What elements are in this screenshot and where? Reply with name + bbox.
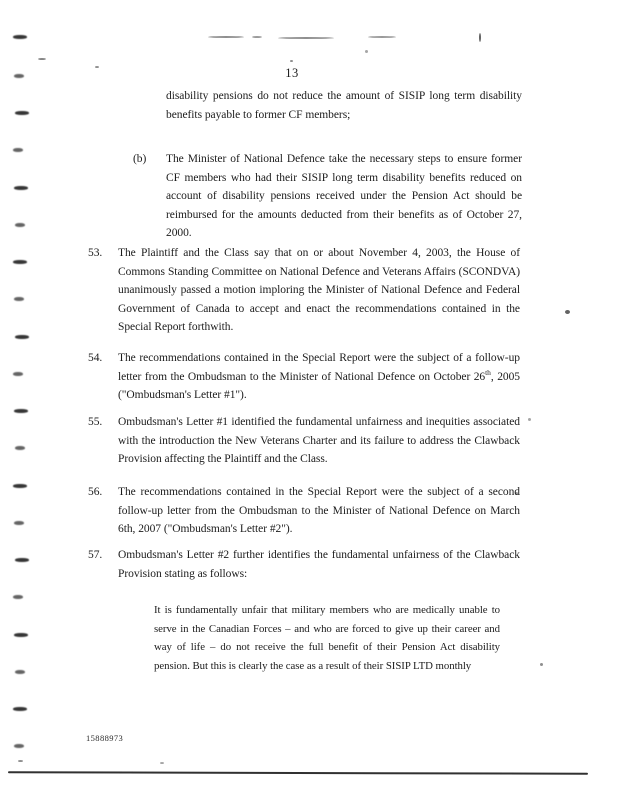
ordinal-superscript: th (485, 367, 491, 377)
speckle-mark (18, 760, 23, 762)
speckle-mark (290, 60, 293, 62)
paragraph-56-number: 56. (88, 486, 103, 498)
speckle-mark (528, 418, 531, 421)
subparagraph-a-continuation (166, 87, 522, 124)
binding-mark (14, 297, 24, 301)
paragraph-57 (88, 546, 520, 583)
subparagraph-b-label: (b) (133, 153, 147, 165)
speckle-mark (252, 36, 262, 38)
binding-mark (15, 335, 29, 339)
speckle-mark (278, 37, 334, 39)
speckle-mark (540, 663, 543, 666)
binding-mark (13, 35, 27, 39)
binding-mark (13, 148, 23, 152)
binding-mark (15, 558, 29, 562)
paragraph-54-text-end: , 2005 ("Ombudsman's Letter #1"). (118, 370, 520, 402)
speckle-mark (368, 36, 396, 38)
paragraph-56-text: The recommendations contained in the Special Report were the subject of a second follow-up letter from the Ombudsman to the Minister of National Defence on March 6th, 2007 ("Ombudsman's Letter #2"). (118, 486, 520, 536)
paragraph-54-number: 54. (88, 352, 103, 364)
binding-mark (13, 484, 27, 488)
paragraph-57-number: 57. (88, 549, 103, 561)
speckle-mark (479, 33, 481, 42)
binding-mark (14, 744, 24, 748)
paragraph-57-text: Ombudsman's Letter #2 further identifies the fundamental unfairness of the Clawback Provision stating as follows: (118, 549, 520, 580)
paragraph-54-text (118, 349, 520, 405)
speckle-mark (160, 762, 164, 764)
speckle-mark (95, 66, 99, 68)
paragraph-54 (88, 349, 520, 405)
binding-mark (15, 111, 29, 115)
binding-mark (13, 595, 23, 599)
block-quote-text: It is fundamentally unfair that military members who are medically unable to serve in the Canadian Forces – and who are forced to give up their career and way of life – do not receive the full benefit of their Pension Act disability pension. But this is clearly the case as a result of their SISIP LTD monthly (154, 604, 500, 672)
subparagraph-a-text: disability pensions do not reduce the amount of SISIP long term disability benefits payable to former CF members; (166, 90, 522, 121)
paragraph-55 (88, 413, 520, 469)
block-quote (154, 601, 500, 675)
speckle-mark (565, 310, 570, 314)
speckle-mark (365, 50, 368, 53)
speckle-mark (208, 36, 244, 38)
paragraph-53-number: 53. (88, 247, 103, 259)
binding-mark (14, 74, 24, 78)
paragraph-54-text-start: The recommendations contained in the Special Report were the subject of a follow-up letter from the Ombudsman to the Minister of National Defence on October 26 (118, 352, 520, 383)
paragraph-53 (88, 244, 520, 337)
binding-mark (13, 707, 27, 711)
footer-document-id: 15888973 (86, 733, 124, 743)
binding-mark (14, 409, 28, 413)
bottom-rule (8, 771, 588, 775)
binding-mark (15, 223, 25, 227)
paragraph-53-text: The Plaintiff and the Class say that on or about November 4, 2003, the House of Commons Standing Committee on National Defence and Veterans Affairs (SCONDVA) unanimously passed a motion imploring the Minister of National Defence and Federal Government of Canada to accept and enact the recommendations contained in the Special Report forthwith. (118, 247, 520, 334)
paragraph-55-number: 55. (88, 416, 103, 428)
binding-mark (15, 670, 25, 674)
binding-mark (15, 446, 25, 450)
binding-mark (14, 521, 24, 525)
binding-mark (14, 633, 28, 637)
speckle-mark (38, 58, 46, 60)
page-number: 13 (285, 66, 299, 80)
paragraph-56 (88, 483, 520, 539)
paragraph-55-text: Ombudsman's Letter #1 identified the fundamental unfairness and inequities associated with the introduction the New Veterans Charter and its failure to address the Clawback Provision affecting the Plaintiff and the Class. (118, 416, 520, 466)
binding-mark (13, 372, 23, 376)
subparagraph-b (133, 150, 522, 243)
subparagraph-b-text: The Minister of National Defence take the necessary steps to ensure former CF members who had their SISIP long term disability benefits reduced on account of disability pensions received under the Pension Act should be reimbursed for the amounts deducted from their benefits as of October 27, 2000. (166, 153, 522, 240)
binding-mark (14, 186, 28, 190)
binding-mark (13, 260, 27, 264)
